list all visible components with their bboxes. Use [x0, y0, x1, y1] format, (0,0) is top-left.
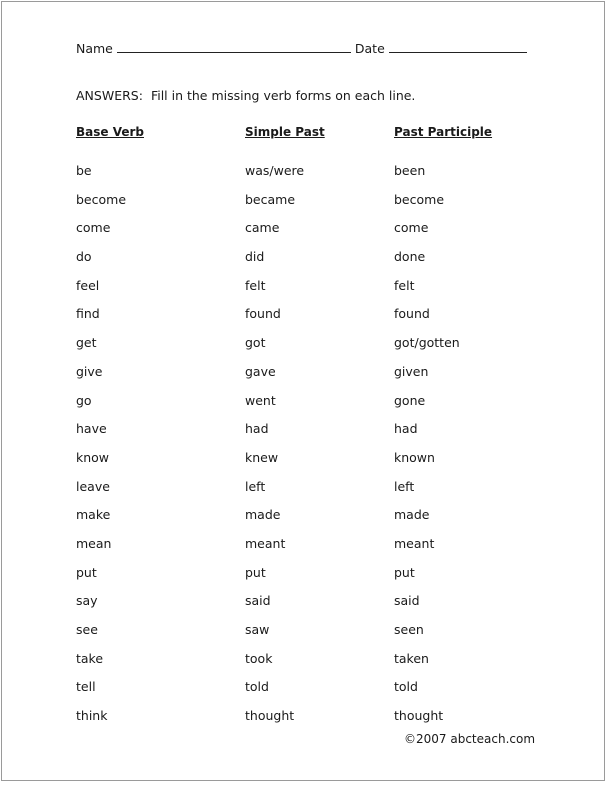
past-participle-cell: taken	[394, 650, 429, 666]
base-verb-cell: say	[76, 593, 98, 609]
base-verb-cell: put	[76, 564, 97, 580]
base-verb-cell: leave	[76, 478, 110, 494]
copyright-notice: ©2007 abcteach.com	[404, 732, 536, 746]
base-verb-cell: see	[76, 622, 98, 637]
simple-past-cell: put	[245, 564, 266, 580]
simple-past-cell: did	[245, 249, 265, 265]
past-participle-cell: got/gotten	[394, 335, 460, 351]
base-verb-cell: have	[76, 421, 107, 437]
past-participle-cell: thought	[394, 708, 444, 724]
simple-past-cell: knew	[245, 449, 279, 465]
past-participle-cell: said	[394, 593, 420, 609]
base-verb-column	[76, 162, 126, 736]
column-header-base-verb: Base Verb	[76, 125, 144, 139]
base-verb-cell: do	[76, 249, 92, 265]
past-participle-cell: felt	[394, 277, 415, 293]
past-participle-cell: given	[394, 363, 429, 379]
simple-past-cell: found	[245, 306, 281, 322]
base-verb-cell: become	[76, 191, 127, 207]
past-participle-cell: told	[394, 679, 418, 695]
base-verb-cell: know	[76, 449, 110, 465]
answers-label: ANSWERS:	[76, 88, 143, 103]
simple-past-cell: took	[245, 650, 273, 666]
simple-past-cell: felt	[245, 277, 266, 293]
past-participle-cell: meant	[394, 535, 435, 551]
past-participle-cell: become	[394, 191, 445, 207]
name-label: Name	[76, 41, 113, 56]
name-blank	[117, 42, 351, 53]
base-verb-cell: make	[76, 507, 111, 523]
simple-past-cell: became	[245, 191, 296, 207]
base-verb-cell: find	[76, 306, 100, 322]
past-participle-cell: known	[394, 449, 435, 465]
base-verb-cell: go	[76, 392, 92, 408]
simple-past-column	[245, 162, 304, 736]
base-verb-cell: get	[76, 335, 97, 351]
column-header-simple-past: Simple Past	[245, 125, 325, 139]
simple-past-cell: meant	[245, 535, 286, 551]
past-participle-cell: left	[394, 478, 415, 494]
instructions-text: Fill in the missing verb forms on each line.	[150, 88, 416, 103]
simple-past-cell: told	[245, 679, 269, 695]
worksheet-page	[1, 1, 605, 781]
simple-past-cell: made	[245, 507, 281, 523]
simple-past-cell: came	[245, 220, 280, 236]
base-verb-cell: mean	[76, 535, 112, 551]
simple-past-cell: got	[245, 335, 266, 351]
base-verb-cell: take	[76, 650, 104, 666]
past-participle-cell: found	[394, 306, 430, 322]
base-verb-cell: think	[76, 708, 108, 724]
past-participle-cell: done	[394, 249, 426, 265]
simple-past-cell: saw	[245, 622, 270, 637]
simple-past-cell: left	[245, 478, 266, 494]
date-label: Date	[354, 41, 385, 56]
past-participle-cell: made	[394, 507, 430, 523]
past-participle-cell: gone	[394, 392, 426, 408]
past-participle-cell: had	[394, 421, 418, 437]
instructions	[76, 88, 415, 103]
past-participle-cell: come	[394, 220, 429, 236]
past-participle-cell: seen	[394, 622, 424, 637]
name-date-line	[76, 41, 527, 56]
base-verb-cell: tell	[76, 679, 96, 695]
simple-past-cell: thought	[245, 708, 295, 724]
past-participle-column	[394, 162, 460, 736]
simple-past-cell: was/were	[245, 163, 305, 178]
date-blank	[389, 42, 527, 53]
base-verb-cell: give	[76, 363, 103, 379]
base-verb-cell: come	[76, 220, 111, 236]
base-verb-cell: be	[76, 163, 92, 178]
simple-past-cell: had	[245, 421, 269, 437]
column-header-past-participle: Past Participle	[394, 125, 493, 139]
simple-past-cell: went	[245, 392, 276, 408]
simple-past-cell: said	[245, 593, 271, 609]
base-verb-cell: feel	[76, 277, 100, 293]
past-participle-cell: put	[394, 564, 415, 580]
past-participle-cell: been	[394, 163, 426, 178]
simple-past-cell: gave	[245, 363, 276, 379]
